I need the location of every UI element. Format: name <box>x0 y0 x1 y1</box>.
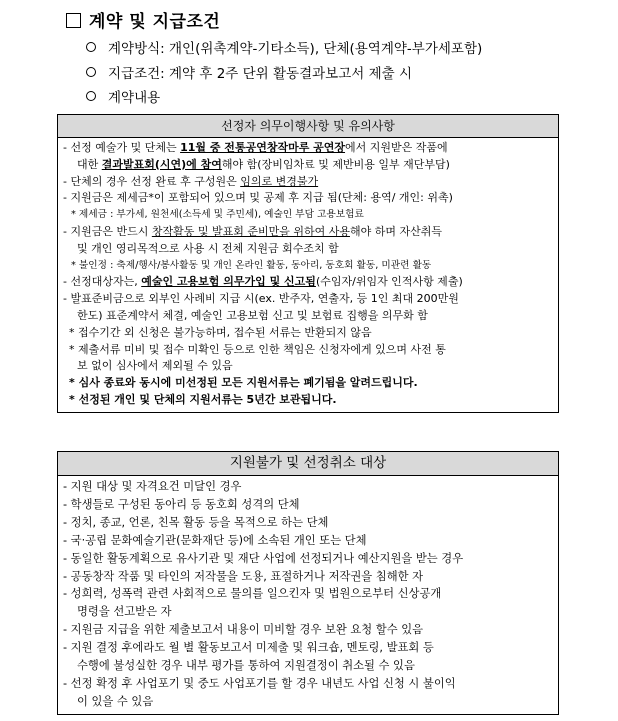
ineligibility-line: - 성희력, 성폭력 관련 사회적으로 물의를 일으킨자 및 법원으로부터 신상공개 <box>63 587 442 601</box>
footnote-line: * 제세금 : 부가세, 원천세(소득세 및 주민세), 예술인 부담 고용보험료 <box>71 209 364 221</box>
circle-bullet-icon <box>86 42 96 52</box>
obligation-line: 및 개인 영리목적으로 사용 시 전체 지원금 회수조치 함 <box>77 241 339 255</box>
obligations-panel-header: 선정자 의무이행사항 및 유의사항 <box>58 115 558 138</box>
ineligibility-line: - 지원 결정 후에라도 월 별 활동보고서 미제출 및 워크숍, 멘토링, 발표회 등 <box>63 641 434 655</box>
obligation-line: 대한 결과발표회(시연)에 참여해야 함(장비임차료 및 제반비용 일부 재단부담) <box>77 157 450 171</box>
ineligibility-line: - 선정 확정 후 사업포기 및 중도 사업포기를 할 경우 내년도 사업 신청 시 불이익 <box>63 676 456 690</box>
obligation-line: - 선정 예술가 및 단체는 11월 중 전통공연창작마루 공연장에서 지원받은 작품에 <box>63 141 448 154</box>
ineligibility-panel <box>57 451 559 715</box>
notice-line: * 접수기간 외 신청은 불가능하며, 접수된 서류는 반환되지 않음 <box>69 325 372 339</box>
ineligibility-panel-body <box>58 476 558 714</box>
ineligibility-line: - 국·공립 문화예술기관(문화재단 등)에 소속된 개인 또는 단체 <box>63 533 367 547</box>
obligations-panel <box>57 114 559 413</box>
ineligibility-line: - 공동창작 작품 및 타인의 저작물을 도용, 표절하거나 저작권을 침해한 자 <box>63 569 424 583</box>
obligations-panel-body <box>58 138 558 412</box>
checkbox-square-icon <box>66 13 81 28</box>
notice-line: * 제출서류 미비 및 접수 미확인 등으로 인한 책임은 신청자에게 있으며 사전 통 <box>69 342 446 356</box>
ineligibility-line: - 학생들로 구성된 동아리 등 동호회 성격의 단체 <box>63 497 300 511</box>
obligation-line: - 선정대상자는, 예술인 고용보험 의무가입 및 신고됨(수임자/위임자 인적사항 제출) <box>63 275 463 289</box>
obligation-line: - 지원금은 반드시 창작활동 및 발표회 준비만을 위하여 사용해야 하며 자산취득 <box>63 224 442 238</box>
circle-bullet-icon <box>86 67 96 77</box>
ineligibility-line: - 정치, 종교, 언론, 친목 활동 등을 목적으로 하는 단체 <box>63 515 329 529</box>
ineligibility-line: 이 있을 수 있음 <box>77 694 154 708</box>
notice-line: * 심사 종료와 동시에 미선정된 모든 지원서류는 폐기됨을 알려드립니다. <box>69 376 418 390</box>
ineligibility-line: 명령을 선고받은 자 <box>77 605 172 619</box>
bullet-contract-method: 계약방식: 개인(위촉계약-기타소득), 단체(용역계약-부가세포함) <box>86 37 482 57</box>
obligation-line: - 지원금은 제세금*이 포함되어 있으며 및 공제 후 지급 됨(단체: 용역/ 개인: 위촉) <box>63 191 453 205</box>
notice-line: * 선정된 개인 및 단체의 지원서류는 5년간 보관됩니다. <box>69 392 337 406</box>
notice-line: 보 없이 심사에서 제외될 수 있음 <box>77 359 233 373</box>
bullet-contract-content: 계약내용 <box>86 86 160 106</box>
section-title: 계약 및 지급조건 <box>66 7 220 32</box>
circle-bullet-icon <box>86 91 96 101</box>
footnote-line: * 불인정 : 축제/행사/봉사활동 및 개인 온라인 활동, 동아리, 동호회 활동, 미관련 활동 <box>71 259 432 271</box>
obligation-line: - 단체의 경우 선정 완료 후 구성원은 임의로 변경불가 <box>63 174 319 188</box>
ineligibility-line: - 지원금 지급을 위한 제출보고서 내용이 미비할 경우 보완 요청 할수 있음 <box>63 623 424 637</box>
ineligibility-panel-header: 지원불가 및 선정취소 대상 <box>58 452 558 476</box>
ineligibility-line: - 동일한 활동계획으로 유사기관 및 재단 사업에 선정되거나 예산지원을 받는 경우 <box>63 551 464 565</box>
obligation-line: 한도) 표준계약서 체결, 예술인 고용보험 신고 및 보험료 집행을 의무화 함 <box>77 308 428 322</box>
ineligibility-line: - 지원 대상 및 자격요건 미달인 경우 <box>63 480 242 493</box>
obligation-line: - 발표준비금으로 외부인 사례비 지급 시(ex. 반주자, 연출자, 등 1인 최대 200만원 <box>63 292 459 306</box>
bullet-payment-terms: 지급조건: 계약 후 2주 단위 활동결과보고서 제출 시 <box>86 62 412 82</box>
ineligibility-line: 수행에 불성실한 경우 내부 평가를 통하여 지원결정이 취소될 수 있음 <box>77 659 415 673</box>
